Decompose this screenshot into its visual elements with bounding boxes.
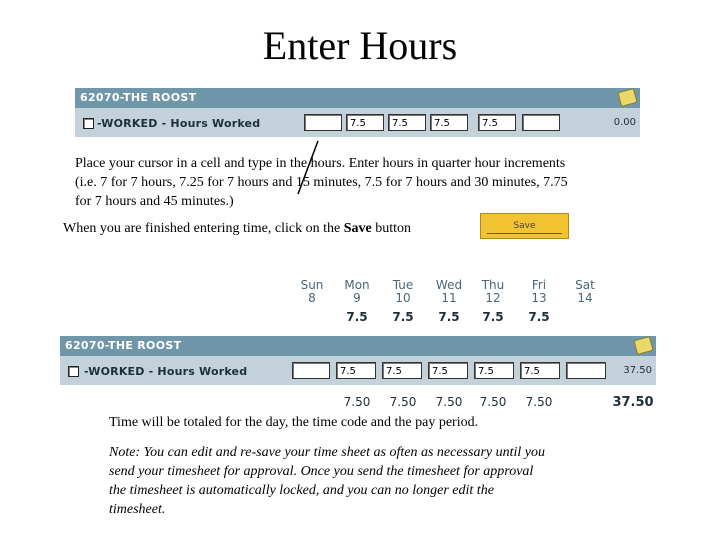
- hours-cell-mon[interactable]: 7.5: [336, 362, 376, 379]
- hours-cell-sat[interactable]: [566, 362, 606, 379]
- note-line-4: timesheet.: [109, 502, 166, 517]
- hours-cell-thu[interactable]: 7.5: [474, 362, 514, 379]
- hours-cell-tue[interactable]: 7.5: [382, 362, 422, 379]
- row-total: 37.50: [623, 365, 652, 376]
- row-total: 0.00: [613, 117, 636, 128]
- day-tue: Tue 10: [392, 278, 414, 305]
- timesheet-top-header: [75, 88, 640, 110]
- daily-total-wed: 7.50: [435, 395, 463, 409]
- time-code-label: -WORKED - Hours Worked: [97, 117, 261, 130]
- day-fri: Fri 13: [531, 278, 547, 305]
- grand-total: 37.50: [612, 395, 654, 410]
- hours-cell-sun[interactable]: [292, 362, 330, 379]
- day-sum-tue: 7.5: [392, 310, 414, 324]
- time-code-label: -WORKED - Hours Worked: [84, 365, 248, 378]
- day-wed: Wed 11: [435, 278, 463, 305]
- slide-title: Enter Hours: [262, 23, 458, 68]
- daily-totals: [290, 395, 660, 411]
- timesheet-bottom: [60, 336, 656, 386]
- hours-cell-fri[interactable]: 7.5: [520, 362, 560, 379]
- note-block: [109, 443, 669, 519]
- note-line-2: send your timesheet for approval. Once you send the timesheet for approval: [109, 464, 534, 479]
- day-sum-mon: 7.5: [346, 310, 368, 324]
- instructions: [75, 154, 675, 211]
- daily-total-mon: 7.50: [343, 395, 371, 409]
- note-icon[interactable]: [617, 88, 637, 107]
- row-checkbox[interactable]: [83, 118, 94, 129]
- day-sum-wed: 7.5: [438, 310, 460, 324]
- save-instruction-suffix: button: [371, 221, 411, 236]
- day-thu: Thu 12: [481, 278, 505, 305]
- save-instruction-prefix: When you are finished entering time, click on the: [63, 221, 344, 236]
- day-sum-fri: 7.5: [528, 310, 550, 324]
- note-line-1: Note: You can edit and re-save your time sheet as often as necessary until you: [109, 445, 545, 460]
- day-mon: Mon 9: [344, 278, 370, 305]
- day-sat: Sat 14: [575, 278, 595, 305]
- save-instruction: [63, 219, 473, 238]
- save-instruction-bold: Save: [343, 221, 372, 236]
- hours-cell-tue[interactable]: 7.5: [388, 114, 426, 131]
- day-sun: Sun 8: [300, 278, 324, 305]
- project-title: 62070-THE ROOST: [65, 339, 182, 352]
- instruction-line-3: for 7 hours and 45 minutes.): [75, 194, 234, 209]
- daily-total-thu: 7.50: [479, 395, 507, 409]
- totaled-text: Time will be totaled for the day, the time code and the pay period.: [109, 415, 479, 430]
- hours-cell-thu[interactable]: 7.5: [478, 114, 516, 131]
- row-checkbox[interactable]: [68, 366, 79, 377]
- hours-cell-mon[interactable]: 7.5: [346, 114, 384, 131]
- hours-cell-wed[interactable]: 7.5: [430, 114, 468, 131]
- timesheet-top: [75, 88, 640, 137]
- save-button[interactable]: Save: [480, 213, 569, 239]
- timesheet-bottom-row: [60, 358, 656, 385]
- timesheet-top-row: [75, 110, 640, 137]
- week-header: [290, 279, 610, 339]
- hours-cell-sun[interactable]: [304, 114, 342, 131]
- instruction-line-2: (i.e. 7 for 7 hours, 7.25 for 7 hours and 15 minutes, 7.5 for 7 hours and 30 minutes, 7.75: [75, 175, 568, 190]
- daily-total-fri: 7.50: [525, 395, 553, 409]
- daily-total-tue: 7.50: [389, 395, 417, 409]
- hours-cell-wed[interactable]: 7.5: [428, 362, 468, 379]
- hours-cell-fri[interactable]: [522, 114, 560, 131]
- note-icon[interactable]: [633, 336, 653, 355]
- day-sum-thu: 7.5: [482, 310, 504, 324]
- timesheet-bottom-header: [60, 336, 656, 358]
- project-title: 62070-THE ROOST: [80, 91, 197, 104]
- instruction-line-1: Place your cursor in a cell and type in the hours. Enter hours in quarter hour increments: [75, 156, 566, 171]
- note-line-3: the timesheet is automatically locked, and you can no longer edit the: [109, 483, 494, 498]
